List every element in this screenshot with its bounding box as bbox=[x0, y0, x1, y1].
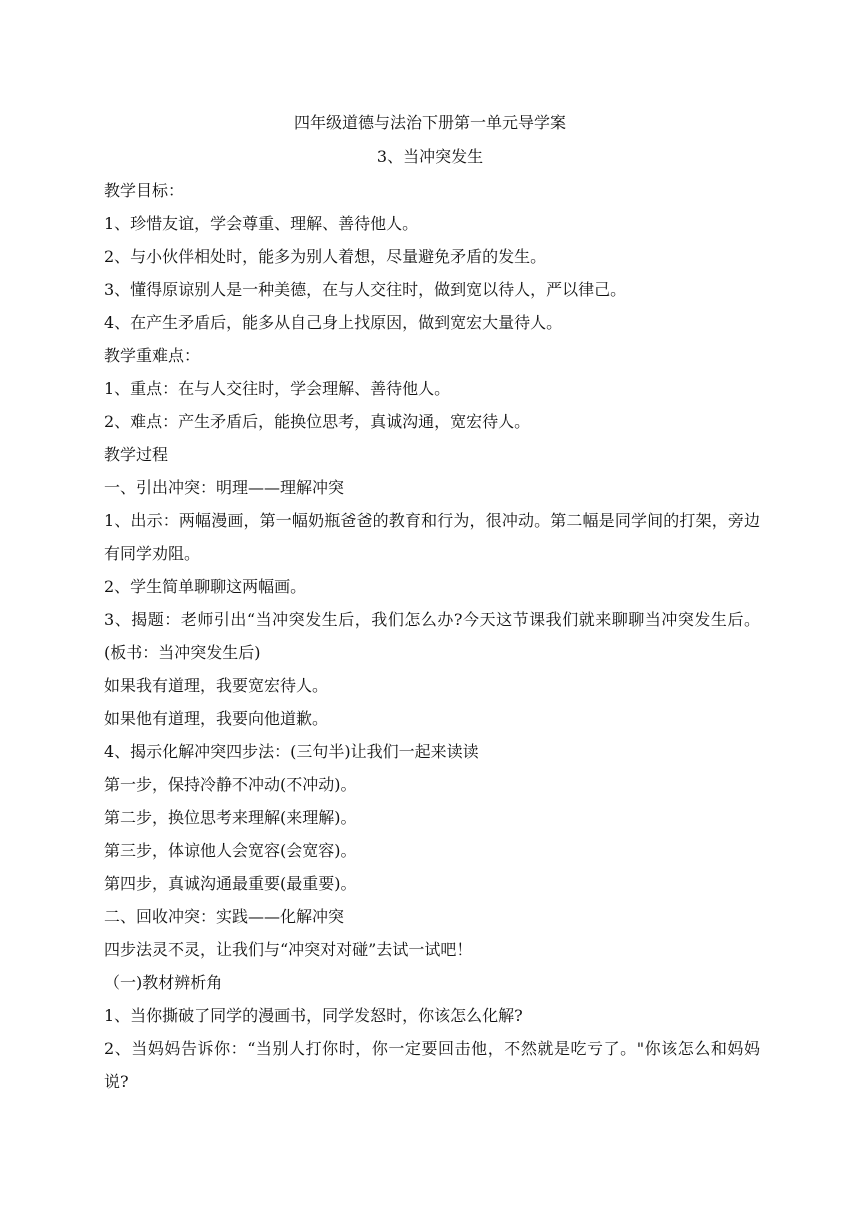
process-line: 四步法灵不灵，让我们与“冲突对对碰”去试一试吧！ bbox=[104, 940, 473, 959]
objective-item: 2、与小伙伴相处时，能多为别人着想，尽量避免矛盾的发生。 bbox=[104, 247, 547, 266]
step-heading: 一、引出冲突：明理——理解冲突 bbox=[104, 478, 345, 497]
process-line: 如果他有道理，我要向他道歉。 bbox=[104, 709, 329, 728]
document-subtitle: 3、当冲突发生 bbox=[376, 147, 484, 166]
title-block bbox=[104, 106, 756, 174]
section-heading-key-points: 教学重难点： bbox=[104, 346, 201, 365]
objective-item: 4、在产生矛盾后，能多从自己身上找原因，做到宽宏大量待人。 bbox=[104, 313, 563, 332]
subsection-heading: （一)教材辨析角 bbox=[104, 973, 223, 992]
four-step-line: 第一步，保持冷静不冲动(不冲动)。 bbox=[104, 775, 357, 794]
four-step-line: 第三步，体谅他人会宽容(会宽容)。 bbox=[104, 841, 357, 860]
process-line: 如果我有道理，我要宽宏待人。 bbox=[104, 676, 329, 695]
document-title: 四年级道德与法治下册第一单元导学案 bbox=[293, 113, 566, 132]
document-body bbox=[104, 174, 760, 1098]
process-item: 1、出示：两幅漫画，第一幅奶瓶爸爸的教育和行为，很冲动。第二幅是同学间的打架，旁边有同学劝阻。 bbox=[104, 511, 760, 563]
objective-item: 3、懂得原谅别人是一种美德，在与人交往时，做到宽以待人，严以律己。 bbox=[104, 280, 627, 299]
process-item: 4、揭示化解冲突四步法：(三句半)让我们一起来读读 bbox=[104, 742, 479, 761]
key-point-item: 2、难点：产生矛盾后，能换位思考，真诚沟通，宽宏待人。 bbox=[104, 412, 531, 431]
section-heading-objectives: 教学目标： bbox=[104, 181, 185, 200]
objective-item: 1、珍惜友谊，学会尊重、理解、善待他人。 bbox=[104, 214, 419, 233]
question-item: 2、当妈妈告诉你：“当别人打你时，你一定要回击他，不然就是吃亏了。"你该怎么和妈妈说? bbox=[104, 1039, 760, 1091]
process-item: 2、学生简单聊聊这两幅画。 bbox=[104, 577, 307, 596]
process-item: 3、揭题：老师引出“当冲突发生后，我们怎么办?今天这节课我们就来聊聊当冲突发生后。(板书：当冲突发生后) bbox=[104, 610, 760, 662]
key-point-item: 1、重点：在与人交往时，学会理解、善待他人。 bbox=[104, 379, 451, 398]
question-item: 1、当你撕破了同学的漫画书，同学发怒时，你该怎么化解? bbox=[104, 1006, 523, 1025]
four-step-line: 第二步，换位思考来理解(来理解)。 bbox=[104, 808, 357, 827]
four-step-line: 第四步，真诚沟通最重要(最重要)。 bbox=[104, 874, 357, 893]
section-heading-process: 教学过程 bbox=[104, 445, 169, 464]
step-heading: 二、回收冲突：实践——化解冲突 bbox=[104, 907, 345, 926]
